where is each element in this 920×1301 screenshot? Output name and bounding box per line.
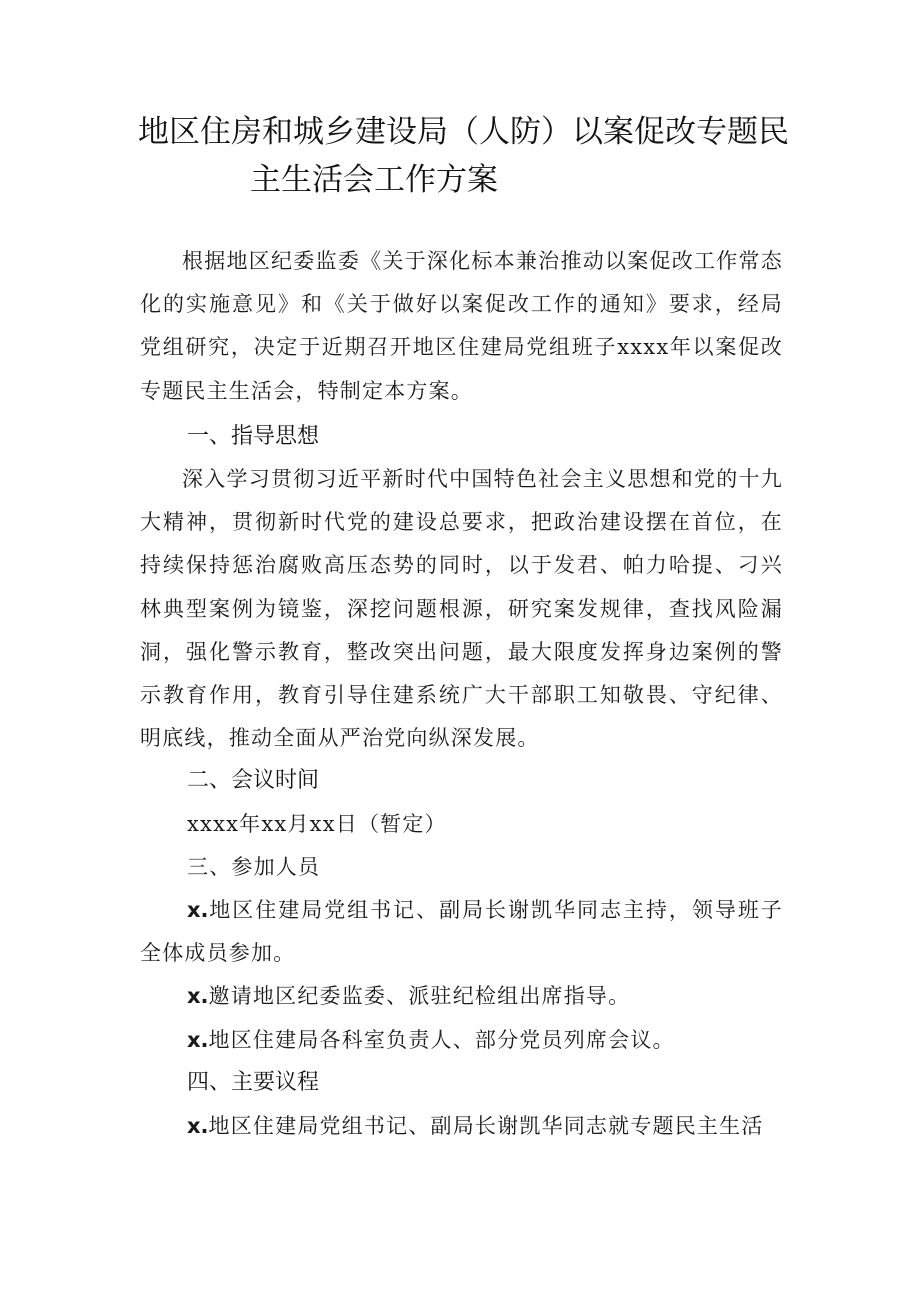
intro-paragraph: 根据地区纪委监委《关于深化标本兼治推动以案促改工作常态化的实施意见》和《关于做好以案促改工作的通知》要求，经局党组研究，决定于近期召开地区住建局党组班子xxxx年以案促改专题民主生活会，特制定本方案。 [140, 249, 783, 403]
item-number: x. [187, 1114, 209, 1138]
document-title-line-1: 地区住房和城乡建设局（人防）以案促改专题民 [138, 114, 789, 150]
agenda-item [140, 1105, 783, 1148]
participant-item [140, 1019, 783, 1062]
section-body-guiding-thought: 深入学习贯彻习近平新时代中国特色社会主义思想和党的十九大精神，贯彻新时代党的建设总要求，把政治建设摆在首位，在持续保持惩治腐败高压态势的同时，以于发君、帕力哈提、刁兴林典型案例为镜鉴，深挖问题根源，研究案发规律，查找风险漏洞，强化警示教育，整改突出问题，最大限度发挥身边案例的警示教育作用，教育引导住建系统广大干部职工知敬畏、守纪律、明底线，推动全面从严治党向纵深发展。 [140, 467, 783, 751]
item-number: x. [187, 984, 209, 1008]
document-title-line-2: 主生活会工作方案 [250, 162, 498, 198]
section-heading-agenda: 四、主要议程 [187, 1070, 320, 1095]
participant-item [140, 975, 783, 1018]
item-text: 地区住建局党组书记、副局长谢凯华同志主持，领导班子全体成员参加。 [140, 898, 783, 966]
meeting-time-value: xxxx年xx月xx日（暂定） [187, 812, 447, 836]
item-text: 地区住建局各科室负责人、部分党员列席会议。 [208, 1028, 675, 1052]
item-number: x. [187, 1028, 209, 1052]
participant-item [140, 889, 783, 975]
section-heading-participants: 三、参加人员 [187, 855, 321, 879]
item-text: 邀请地区纪委监委、派驻纪检组出席指导。 [208, 984, 631, 1008]
item-number: x. [187, 898, 209, 922]
item-text: 地区住建局党组书记、副局长谢凯华同志就专题民主生活 [208, 1114, 764, 1138]
section-heading-guiding-thought: 一、指导思想 [187, 424, 320, 449]
section-heading-meeting-time: 二、会议时间 [187, 768, 320, 793]
